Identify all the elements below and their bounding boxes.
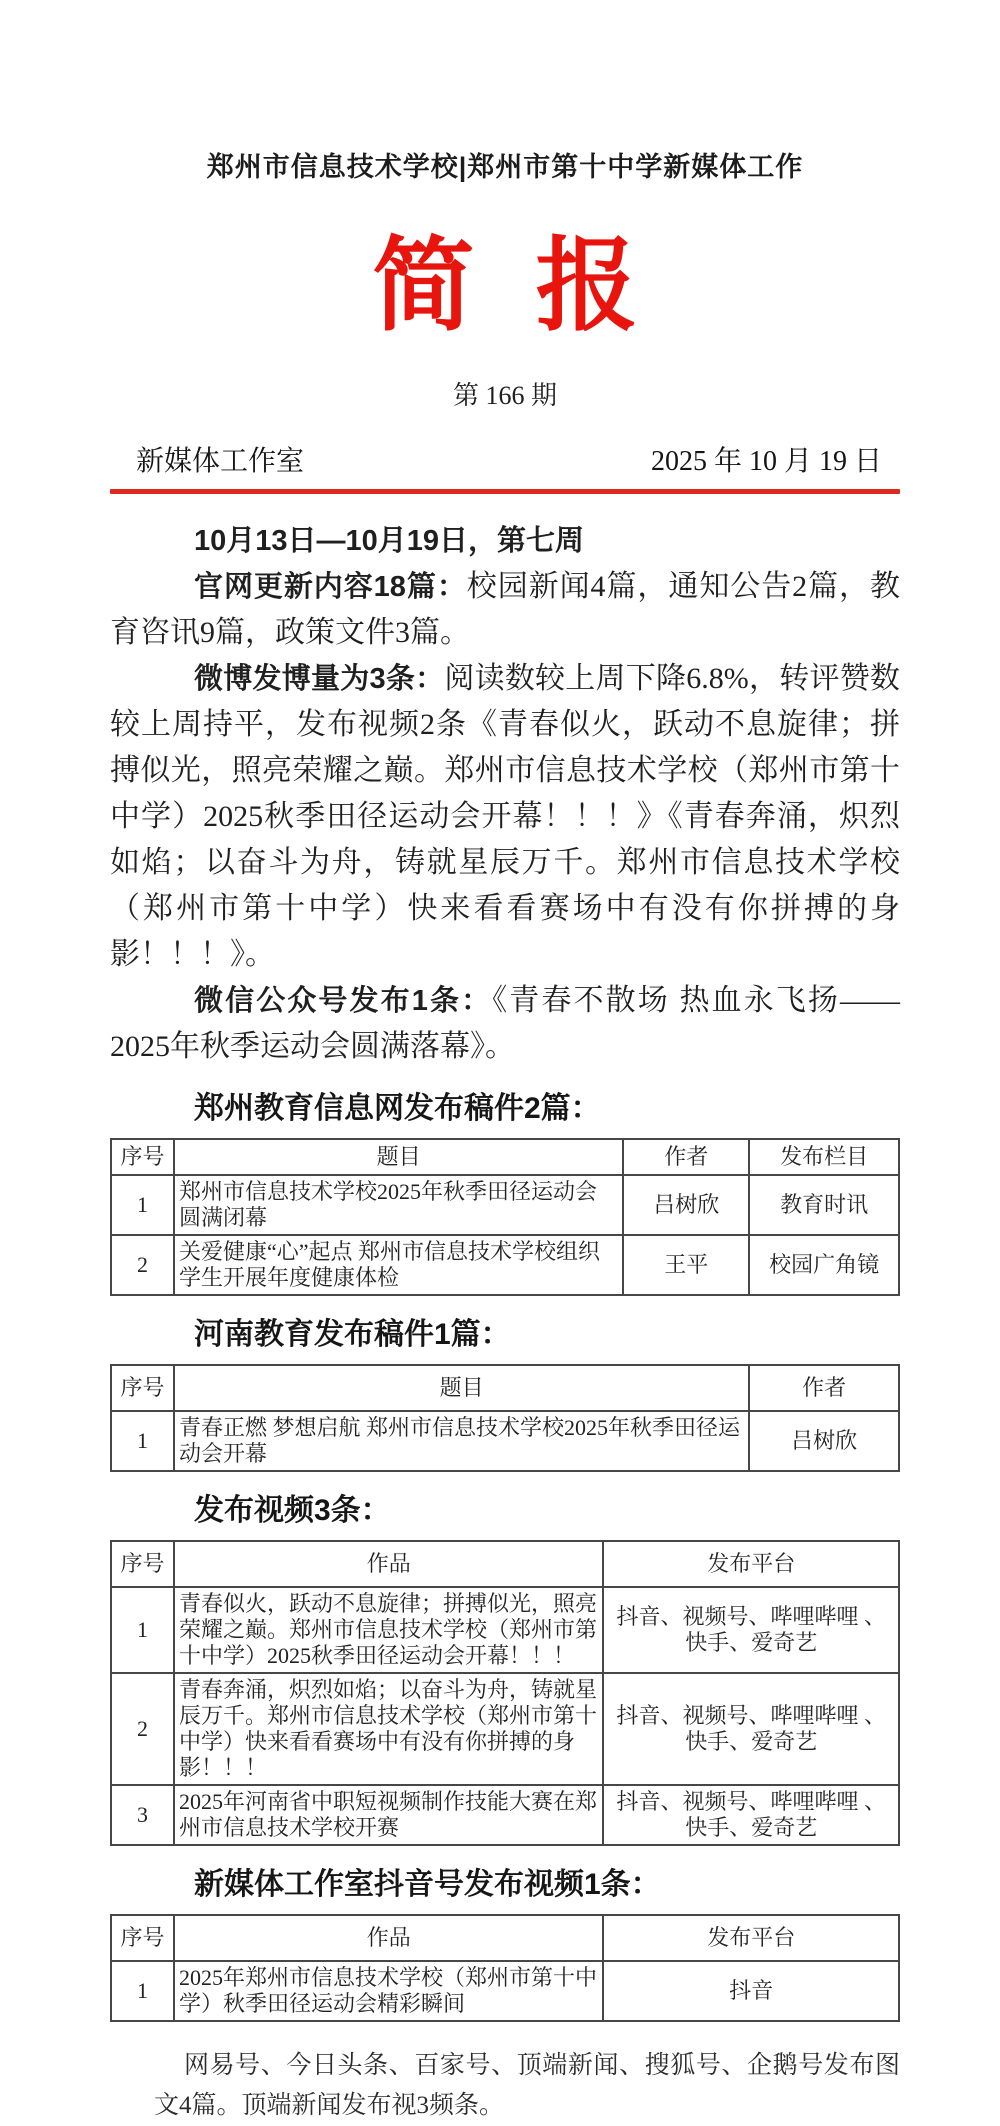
table-douyin (110, 1914, 900, 2022)
table-row (111, 1411, 899, 1471)
issue-number: 第 166 期 (452, 381, 557, 410)
red-rule (110, 489, 900, 494)
table-header-row (111, 1541, 899, 1587)
cell-index: 1 (111, 1175, 174, 1235)
table-zhengzhou-edu (110, 1138, 900, 1296)
table-row (111, 1673, 899, 1785)
table-header-row (111, 1139, 899, 1175)
cell-index: 2 (111, 1235, 174, 1295)
header-cell-platform: 发布平台 (603, 1541, 899, 1587)
cell-work: 青春似火，跃动不息旋律；拼搏似光，照亮荣耀之巅。郑州市信息技术学校（郑州市第十中学）2025秋季田径运动会开幕！！！ (174, 1587, 603, 1673)
header-cell-work: 作品 (174, 1541, 603, 1587)
cell-work: 青春奔涌，炽烈如焰；以奋斗为舟，铸就星辰万千。郑州市信息技术学校（郑州市第十中学）快来看看赛场中有没有你拼搏的身影！！！ (174, 1673, 603, 1785)
header-cell-column: 发布栏目 (749, 1139, 899, 1175)
table-row (111, 1961, 899, 2021)
section-heading-henan-edu: 河南教育发布稿件1篇： (194, 1318, 511, 1351)
paragraph-weibo-rest: 阅读数较上周下降6.8%，转评赞数较上周持平，发布视频2条《青春似火，跃动不息旋律；拼搏似光，照亮荣耀之巅。郑州市信息技术学校（郑州市第十中学）2025秋季田径运动会开幕！！！》《青春奔涌，炽烈如焰；以奋斗为舟，铸就星辰万千。郑州市信息技术学校（郑州市第十中学）快来看看赛场中有没有你拼搏的身影！！！》。 (110, 662, 900, 971)
table-header-row (111, 1365, 899, 1411)
paragraph-wechat (110, 978, 900, 1070)
issue-date: 2025 年 10 月 19 日 (650, 446, 882, 477)
cell-index: 1 (111, 1587, 174, 1673)
header-cell-author: 作者 (623, 1139, 749, 1175)
footer-note: 网易号、今日头条、百家号、顶端新闻、搜狐号、企鹅号发布图文4篇。顶端新闻发布视3频条。 (154, 2052, 900, 2119)
org-title: 郑州市信息技术学校|郑州市第十中学新媒体工作 (206, 152, 804, 182)
cell-platform: 抖音、视频号、哔哩哔哩 、快手、爱奇艺 (603, 1785, 899, 1845)
header-cell-platform: 发布平台 (603, 1915, 899, 1961)
paragraph-website (110, 564, 900, 656)
header-cell-title: 题目 (174, 1365, 749, 1411)
paragraph-wechat-rest: 《青春不散场 热血永飞扬——2025年秋季运动会圆满落幕》。 (110, 984, 900, 1063)
header-cell-author: 作者 (749, 1365, 899, 1411)
header-cell-index: 序号 (111, 1541, 174, 1587)
paragraph-week-lead: 10月13日—10月19日，第七周 (194, 525, 585, 557)
paragraph-website-lead: 官网更新内容18篇： (194, 571, 467, 603)
cell-column: 教育时讯 (749, 1175, 899, 1235)
cell-platform: 抖音、视频号、哔哩哔哩 、快手、爱奇艺 (603, 1673, 899, 1785)
cell-index: 3 (111, 1785, 174, 1845)
table-row (111, 1785, 899, 1845)
bulletin-title: 简报 (372, 231, 699, 344)
header-cell-index: 序号 (111, 1915, 174, 1961)
cell-index: 1 (111, 1411, 174, 1471)
cell-work: 2025年郑州市信息技术学校（郑州市第十中学）秋季田径运动会精彩瞬间 (174, 1961, 603, 2021)
paragraph-week (110, 518, 900, 564)
cell-index: 2 (111, 1673, 174, 1785)
table-videos (110, 1540, 900, 1846)
table-header-row (111, 1915, 899, 1961)
header-cell-index: 序号 (111, 1365, 174, 1411)
cell-author: 吕树欣 (749, 1411, 899, 1471)
office-name: 新媒体工作室 (136, 446, 305, 477)
cell-title: 郑州市信息技术学校2025年秋季田径运动会圆满闭幕 (174, 1175, 623, 1235)
paragraph-wechat-lead: 微信公众号发布1条： (194, 985, 493, 1017)
cell-index: 1 (111, 1961, 174, 2021)
cell-work: 2025年河南省中职短视频制作技能大赛在郑州市信息技术学校开赛 (174, 1785, 603, 1845)
section-heading-zhengzhou-edu: 郑州教育信息网发布稿件2篇： (194, 1092, 601, 1125)
header-cell-work: 作品 (174, 1915, 603, 1961)
body-text (110, 518, 900, 2126)
table-row (111, 1235, 899, 1295)
paragraph-website-rest: 校园新闻4篇，通知公告2篇，教育咨讯9篇，政策文件3篇。 (110, 570, 900, 649)
paragraph-weibo-lead: 微博发博量为3条： (194, 663, 445, 695)
section-heading-videos: 发布视频3条： (194, 1494, 391, 1527)
cell-title: 关爱健康“心”起点 郑州市信息技术学校组织学生开展年度健康体检 (174, 1235, 623, 1295)
cell-author: 王平 (623, 1235, 749, 1295)
cell-author: 吕树欣 (623, 1175, 749, 1235)
table-henan-edu (110, 1364, 900, 1472)
section-heading-douyin: 新媒体工作室抖音号发布视频1条： (194, 1868, 661, 1901)
header-cell-title: 题目 (174, 1139, 623, 1175)
paragraph-weibo (110, 656, 900, 978)
header-cell-index: 序号 (111, 1139, 174, 1175)
cell-platform: 抖音、视频号、哔哩哔哩 、快手、爱奇艺 (603, 1587, 899, 1673)
table-row (111, 1175, 899, 1235)
cell-platform: 抖音 (603, 1961, 899, 2021)
cell-title: 青春正燃 梦想启航 郑州市信息技术学校2025年秋季田径运动会开幕 (174, 1411, 749, 1471)
masthead (110, 445, 900, 479)
cell-column: 校园广角镜 (749, 1235, 899, 1295)
table-row (111, 1587, 899, 1673)
